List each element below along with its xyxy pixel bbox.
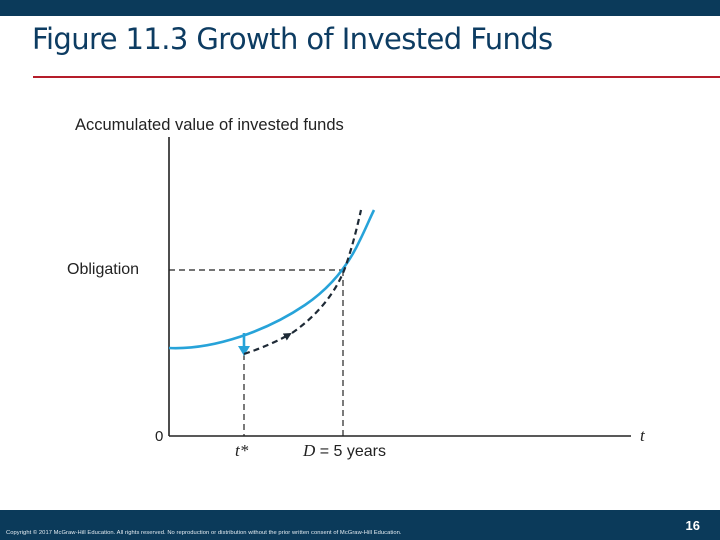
copyright-notice: Copyright © 2017 McGraw-Hill Education. All rights reserved. No reproduction or distribution without the prior written consent of McGraw-Hill Education. — [6, 530, 402, 536]
slide-title: Figure 11.3 Growth of Invested Funds — [32, 22, 553, 56]
origin-label: 0 — [155, 428, 164, 445]
new-growth-curve-continued — [292, 210, 361, 333]
duration-value: = 5 years — [315, 443, 386, 460]
duration-variable: D — [303, 441, 316, 460]
new-growth-curve — [244, 334, 290, 354]
t-star-label: t* — [235, 441, 249, 460]
growth-curve — [169, 210, 374, 348]
rate-shock-arrowhead — [238, 346, 250, 356]
t-axis-label: t — [640, 426, 645, 445]
obligation-label: Obligation — [67, 261, 140, 278]
page-number: 16 — [685, 518, 700, 533]
duration-label — [302, 441, 386, 460]
y-axis-label: Accumulated value of invested funds — [75, 116, 344, 134]
